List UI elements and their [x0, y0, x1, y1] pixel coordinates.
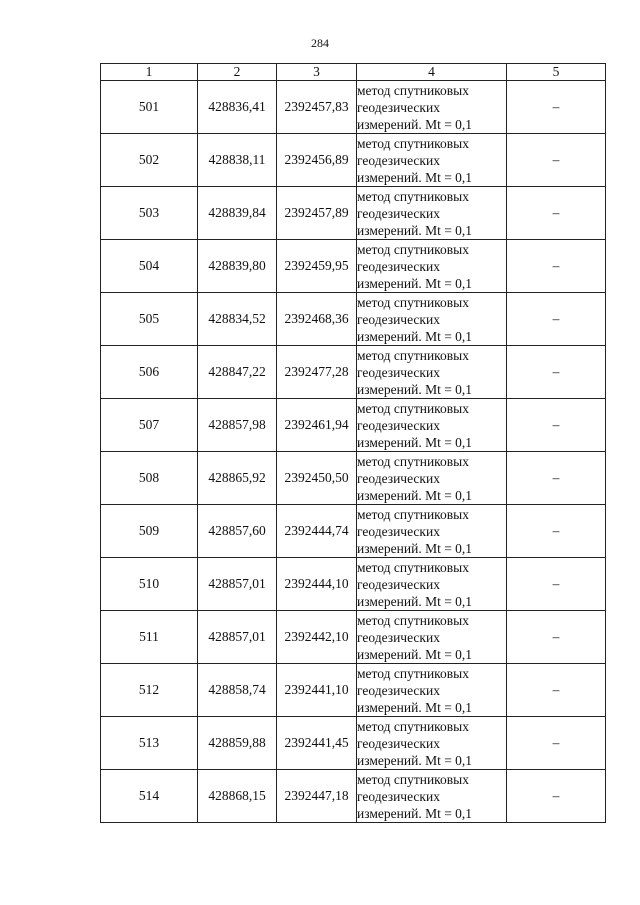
- method-text-line: измерений. Mt = 0,1: [357, 699, 473, 715]
- note-cell: –: [507, 611, 606, 664]
- method-text-line: измерений. Mt = 0,1: [357, 222, 473, 238]
- table-row: [101, 664, 606, 717]
- y-coordinate-cell: 2392450,50: [277, 452, 357, 505]
- method-text-line: метод спутниковых: [357, 294, 469, 310]
- method-text-line: измерений. Mt = 0,1: [357, 752, 473, 768]
- point-number-cell: 514: [101, 770, 198, 823]
- method-text-line: геодезических: [357, 629, 440, 645]
- method-cell: [357, 187, 507, 240]
- table-row: [101, 770, 606, 823]
- method-text-line: измерений. Mt = 0,1: [357, 487, 473, 503]
- method-text-line: метод спутниковых: [357, 347, 469, 363]
- point-number-cell: 507: [101, 399, 198, 452]
- method-text-line: измерений. Mt = 0,1: [357, 169, 473, 185]
- method-cell: [357, 399, 507, 452]
- method-text-line: метод спутниковых: [357, 82, 469, 98]
- method-text-line: метод спутниковых: [357, 241, 469, 257]
- point-number-cell: 506: [101, 346, 198, 399]
- y-coordinate-cell: 2392444,10: [277, 558, 357, 611]
- x-coordinate-cell: 428847,22: [198, 346, 277, 399]
- method-text-line: метод спутниковых: [357, 506, 469, 522]
- method-cell: [357, 346, 507, 399]
- point-number-cell: 511: [101, 611, 198, 664]
- method-cell: [357, 134, 507, 187]
- y-coordinate-cell: 2392441,10: [277, 664, 357, 717]
- x-coordinate-cell: 428858,74: [198, 664, 277, 717]
- method-text-line: метод спутниковых: [357, 135, 469, 151]
- coordinates-table: [100, 63, 606, 823]
- note-cell: –: [507, 558, 606, 611]
- column-header-5: 5: [507, 64, 606, 81]
- point-number-cell: 508: [101, 452, 198, 505]
- note-cell: –: [507, 134, 606, 187]
- point-number-cell: 503: [101, 187, 198, 240]
- point-number-cell: 504: [101, 240, 198, 293]
- method-text-line: геодезических: [357, 311, 440, 327]
- method-text-line: геодезических: [357, 152, 440, 168]
- method-text-line: геодезических: [357, 788, 440, 804]
- note-cell: –: [507, 452, 606, 505]
- method-text-line: метод спутниковых: [357, 400, 469, 416]
- y-coordinate-cell: 2392457,89: [277, 187, 357, 240]
- method-cell: [357, 717, 507, 770]
- table-row: [101, 717, 606, 770]
- header-row: [101, 64, 606, 81]
- point-number-cell: 512: [101, 664, 198, 717]
- x-coordinate-cell: 428865,92: [198, 452, 277, 505]
- note-cell: –: [507, 505, 606, 558]
- y-coordinate-cell: 2392477,28: [277, 346, 357, 399]
- table-row: [101, 240, 606, 293]
- method-text-line: геодезических: [357, 682, 440, 698]
- x-coordinate-cell: 428868,15: [198, 770, 277, 823]
- column-header-4: 4: [357, 64, 507, 81]
- method-text-line: измерений. Mt = 0,1: [357, 805, 473, 821]
- table-row: [101, 81, 606, 134]
- method-text-line: метод спутниковых: [357, 559, 469, 575]
- method-text-line: геодезических: [357, 99, 440, 115]
- method-text-line: геодезических: [357, 205, 440, 221]
- table-row: [101, 346, 606, 399]
- page-number: 284: [311, 36, 329, 50]
- method-text-line: геодезических: [357, 523, 440, 539]
- y-coordinate-cell: 2392441,45: [277, 717, 357, 770]
- note-cell: –: [507, 187, 606, 240]
- table-row: [101, 187, 606, 240]
- x-coordinate-cell: 428857,60: [198, 505, 277, 558]
- column-header-3: 3: [277, 64, 357, 81]
- y-coordinate-cell: 2392444,74: [277, 505, 357, 558]
- point-number-cell: 502: [101, 134, 198, 187]
- method-cell: [357, 81, 507, 134]
- y-coordinate-cell: 2392459,95: [277, 240, 357, 293]
- method-text-line: метод спутниковых: [357, 718, 469, 734]
- table-row: [101, 134, 606, 187]
- method-text-line: геодезических: [357, 470, 440, 486]
- method-text-line: измерений. Mt = 0,1: [357, 275, 473, 291]
- method-text-line: геодезических: [357, 417, 440, 433]
- y-coordinate-cell: 2392468,36: [277, 293, 357, 346]
- note-cell: –: [507, 346, 606, 399]
- method-text-line: геодезических: [357, 735, 440, 751]
- column-header-2: 2: [198, 64, 277, 81]
- y-coordinate-cell: 2392442,10: [277, 611, 357, 664]
- method-text-line: измерений. Mt = 0,1: [357, 593, 473, 609]
- method-text-line: метод спутниковых: [357, 665, 469, 681]
- method-text-line: геодезических: [357, 364, 440, 380]
- note-cell: –: [507, 717, 606, 770]
- method-text-line: измерений. Mt = 0,1: [357, 381, 473, 397]
- point-number-cell: 510: [101, 558, 198, 611]
- note-cell: –: [507, 240, 606, 293]
- method-text-line: измерений. Mt = 0,1: [357, 116, 473, 132]
- table-row: [101, 505, 606, 558]
- point-number-cell: 513: [101, 717, 198, 770]
- method-text-line: геодезических: [357, 258, 440, 274]
- x-coordinate-cell: 428836,41: [198, 81, 277, 134]
- method-cell: [357, 240, 507, 293]
- table-body: [101, 81, 606, 823]
- x-coordinate-cell: 428857,01: [198, 611, 277, 664]
- x-coordinate-cell: 428838,11: [198, 134, 277, 187]
- table-row: [101, 452, 606, 505]
- x-coordinate-cell: 428859,88: [198, 717, 277, 770]
- method-text-line: измерений. Mt = 0,1: [357, 328, 473, 344]
- y-coordinate-cell: 2392461,94: [277, 399, 357, 452]
- column-header-1: 1: [101, 64, 198, 81]
- table-row: [101, 611, 606, 664]
- x-coordinate-cell: 428857,01: [198, 558, 277, 611]
- point-number-cell: 501: [101, 81, 198, 134]
- y-coordinate-cell: 2392457,83: [277, 81, 357, 134]
- note-cell: –: [507, 770, 606, 823]
- point-number-cell: 509: [101, 505, 198, 558]
- note-cell: –: [507, 399, 606, 452]
- method-text-line: измерений. Mt = 0,1: [357, 646, 473, 662]
- x-coordinate-cell: 428857,98: [198, 399, 277, 452]
- method-cell: [357, 611, 507, 664]
- method-cell: [357, 293, 507, 346]
- y-coordinate-cell: 2392456,89: [277, 134, 357, 187]
- method-cell: [357, 452, 507, 505]
- method-text-line: геодезических: [357, 576, 440, 592]
- y-coordinate-cell: 2392447,18: [277, 770, 357, 823]
- method-cell: [357, 664, 507, 717]
- method-cell: [357, 770, 507, 823]
- table-row: [101, 399, 606, 452]
- method-cell: [357, 505, 507, 558]
- method-text-line: метод спутниковых: [357, 612, 469, 628]
- note-cell: –: [507, 81, 606, 134]
- note-cell: –: [507, 664, 606, 717]
- table-row: [101, 558, 606, 611]
- method-text-line: измерений. Mt = 0,1: [357, 540, 473, 556]
- x-coordinate-cell: 428839,84: [198, 187, 277, 240]
- method-text-line: измерений. Mt = 0,1: [357, 434, 473, 450]
- method-text-line: метод спутниковых: [357, 453, 469, 469]
- table-row: [101, 293, 606, 346]
- x-coordinate-cell: 428839,80: [198, 240, 277, 293]
- point-number-cell: 505: [101, 293, 198, 346]
- method-cell: [357, 558, 507, 611]
- x-coordinate-cell: 428834,52: [198, 293, 277, 346]
- note-cell: –: [507, 293, 606, 346]
- method-text-line: метод спутниковых: [357, 771, 469, 787]
- method-text-line: метод спутниковых: [357, 188, 469, 204]
